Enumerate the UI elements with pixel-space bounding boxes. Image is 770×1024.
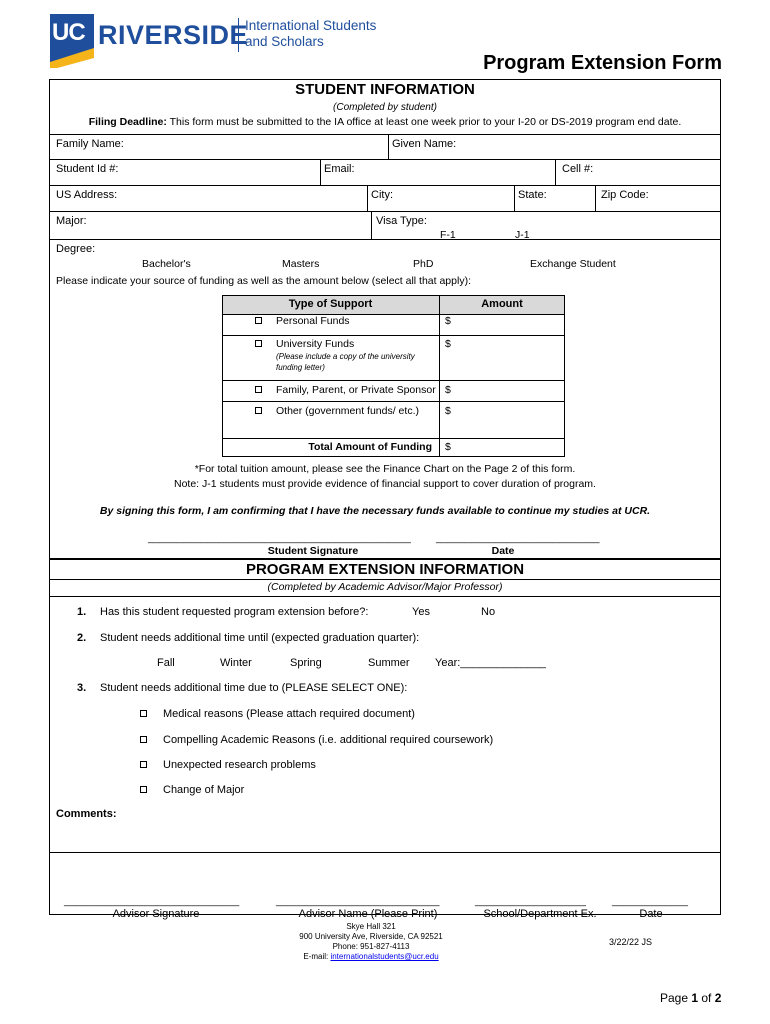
funding-table <box>222 295 565 457</box>
j1-note: Note: J-1 students must provide evidence of financial support to cover duration of program. <box>174 478 596 490</box>
checkbox-other-funds[interactable] <box>255 407 262 414</box>
col-divider <box>555 159 556 185</box>
form-title: Program Extension Form <box>483 52 722 74</box>
advisor-date-line[interactable]: _____________ <box>612 895 688 907</box>
degree-option-exchange[interactable]: Exchange Student <box>530 258 616 270</box>
q1-number: 1. <box>77 606 87 618</box>
advisor-signature-label: Advisor Signature <box>112 908 200 920</box>
student-signature-label: Student Signature <box>267 545 359 557</box>
checkbox-university-funds[interactable] <box>255 340 262 347</box>
table-row-divider <box>222 438 565 439</box>
reason-label: Change of Major <box>163 784 245 796</box>
row-divider <box>49 185 721 186</box>
col-amount-header: Amount <box>481 298 523 310</box>
visa-type-label: Visa Type: <box>376 215 427 227</box>
advisor-name-label: Advisor Name (Please Print) <box>298 908 438 920</box>
reason-label: Unexpected research problems <box>163 759 316 771</box>
q2-text: Student needs additional time until (expected graduation quarter): <box>100 632 420 644</box>
quarter-option-winter[interactable]: Winter <box>220 657 252 669</box>
student-subtitle: (Completed by student) <box>333 102 437 113</box>
col-divider <box>388 134 389 159</box>
funding-row-label: Family, Parent, or Private Sponsor <box>276 384 436 396</box>
q3-number: 3. <box>77 682 87 694</box>
amount-total[interactable]: $ <box>445 441 451 453</box>
state-field[interactable]: State: <box>518 189 547 201</box>
checkbox-family-sponsor[interactable] <box>255 386 262 393</box>
office-email: E-mail: internationalstudents@ucr.edu <box>303 952 439 961</box>
page-number: Page 1 of 2 <box>660 991 722 1005</box>
funding-row-note: (Please include a copy of the university funding letter) <box>276 352 415 372</box>
quarter-option-summer[interactable]: Summer <box>368 657 410 669</box>
form-version: 3/22/22 JS <box>609 937 653 947</box>
table-row-divider <box>222 380 565 381</box>
degree-option-masters[interactable]: Masters <box>282 258 320 270</box>
table-row-divider <box>222 314 565 315</box>
q2-number: 2. <box>77 632 87 644</box>
q1-option-yes[interactable]: Yes <box>412 606 430 618</box>
zip-field[interactable]: Zip Code: <box>601 189 649 201</box>
col-type-header: Type of Support <box>288 298 373 310</box>
major-field[interactable]: Major: <box>56 215 87 227</box>
visa-option-j1[interactable]: J-1 <box>515 229 530 241</box>
amount-university-funds[interactable]: $ <box>445 338 451 350</box>
col-divider <box>320 159 321 185</box>
advisor-signature-line[interactable]: ______________________________ <box>64 895 240 907</box>
amount-other-funds[interactable]: $ <box>445 405 451 417</box>
col-divider <box>595 185 596 211</box>
amount-family-sponsor[interactable]: $ <box>445 384 451 396</box>
advisor-date-label: Date <box>639 908 663 920</box>
subtitle-divider <box>49 596 721 597</box>
extension-section-title: PROGRAM EXTENSION INFORMATION <box>245 561 525 578</box>
col-divider <box>371 211 372 239</box>
degree-option-phd[interactable]: PhD <box>413 258 434 270</box>
funding-row-label: Personal Funds <box>276 315 350 327</box>
given-name-field[interactable]: Given Name: <box>392 138 457 150</box>
logo-divider <box>238 18 239 52</box>
funding-row-label: Other (government funds/ etc.) <box>276 405 419 417</box>
row-divider <box>49 239 721 240</box>
table-row-divider <box>222 401 565 402</box>
extension-subtitle: (Completed by Academic Advisor/Major Professor) <box>267 581 503 593</box>
office-address <box>276 922 466 962</box>
col-divider <box>514 185 515 211</box>
quarter-option-spring[interactable]: Spring <box>290 657 322 669</box>
student-date-label: Date <box>491 545 515 557</box>
advisor-name-line[interactable]: ____________________________ <box>276 895 440 907</box>
student-date-line[interactable]: ____________________________ <box>436 532 600 544</box>
col-divider <box>367 185 368 211</box>
title-divider <box>49 579 721 580</box>
checkbox-change-of-major[interactable] <box>140 786 147 793</box>
checkbox-medical-reasons[interactable] <box>140 710 147 717</box>
student-section-title: STUDENT INFORMATION <box>295 81 475 98</box>
finance-note: *For total tuition amount, please see the Finance Chart on the Page 2 of this form. <box>194 463 576 475</box>
checkbox-personal-funds[interactable] <box>255 317 262 324</box>
logo-line2: and Scholars <box>245 34 324 49</box>
address-line1: Skye Hall 321 <box>346 922 396 931</box>
address-line2: 900 University Ave, Riverside, CA 92521 <box>299 932 443 941</box>
row-divider <box>49 211 721 212</box>
deadline-text: This form must be submitted to the IA office at least one week prior to your I-20 or DS-2019 program end date. <box>166 116 682 128</box>
school-dept-label: School/Department Ex. <box>483 908 597 920</box>
row-divider <box>49 134 721 135</box>
reason-label: Compelling Academic Reasons (i.e. additional required coursework) <box>163 734 494 746</box>
funding-prompt: Please indicate your source of funding as well as the amount below (select all that apply): <box>56 275 471 287</box>
ucr-logo <box>50 12 390 68</box>
filing-deadline <box>49 116 721 128</box>
q1-text: Has this student requested program extension before?: <box>100 606 369 618</box>
logo-uc-text: UC <box>52 19 85 46</box>
checkbox-research-problems[interactable] <box>140 761 147 768</box>
table-row-divider <box>222 335 565 336</box>
degree-label: Degree: <box>56 243 96 255</box>
year-field[interactable]: Year:______________ <box>435 657 546 669</box>
amount-personal-funds[interactable]: $ <box>445 315 451 327</box>
logo-line1: International Students <box>245 18 377 33</box>
total-funding-label: Total Amount of Funding <box>308 441 432 453</box>
us-address-field[interactable]: US Address: <box>56 189 118 201</box>
funding-row-label: University Funds <box>276 338 355 350</box>
quarter-option-fall[interactable]: Fall <box>157 657 175 669</box>
q1-option-no[interactable]: No <box>481 606 496 618</box>
confirmation-statement: By signing this form, I am confirming that I have the necessary funds available to continue my studies at UCR. <box>99 505 651 517</box>
office-phone: Phone: 951-827-4113 <box>332 942 410 951</box>
row-divider <box>49 159 721 160</box>
cell-field[interactable]: Cell #: <box>562 163 594 175</box>
email-link[interactable]: internationalstudents@ucr.edu <box>330 952 439 961</box>
table-col-divider <box>439 295 440 457</box>
visa-option-f1[interactable]: F-1 <box>440 229 456 241</box>
reason-label: Medical reasons (Please attach required document) <box>163 708 415 720</box>
student-id-field[interactable]: Student Id #: <box>56 163 119 175</box>
logo-riverside-text: RIVERSIDE <box>98 20 249 50</box>
email-field[interactable]: Email: <box>324 163 355 175</box>
degree-option-bachelors[interactable]: Bachelor's <box>142 258 191 270</box>
checkbox-academic-reasons[interactable] <box>140 736 147 743</box>
city-field[interactable]: City: <box>371 189 393 201</box>
family-name-field[interactable]: Family Name: <box>56 138 124 150</box>
q3-text: Student needs additional time due to (PLEASE SELECT ONE): <box>100 682 408 694</box>
comments-label: Comments: <box>56 808 117 820</box>
school-dept-line[interactable]: ___________________ <box>475 895 586 907</box>
student-signature-line[interactable]: _____________________________________________ <box>148 532 411 544</box>
deadline-label: Filing Deadline: <box>88 116 167 128</box>
